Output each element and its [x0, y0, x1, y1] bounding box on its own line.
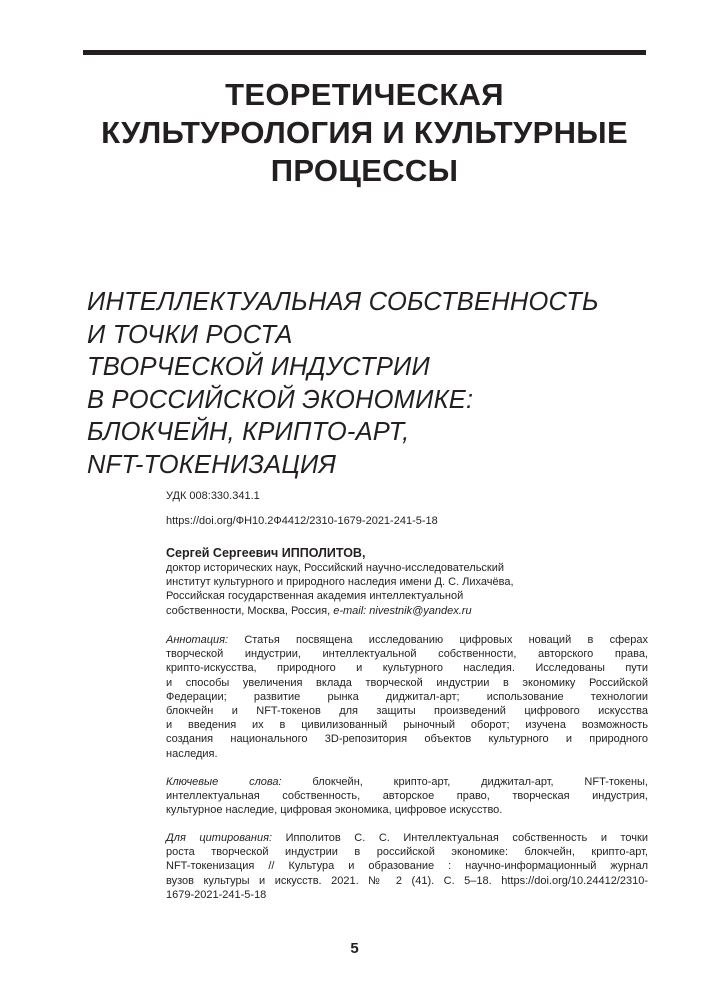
author-email[interactable]: nivestnik@yandex.ru: [366, 604, 472, 617]
keywords: [166, 775, 648, 818]
citation-line: NFT-токенизация // Культура и образование : научно-информационный журнал: [166, 860, 648, 873]
citation-line: 1679-2021-241-5-18: [166, 888, 267, 901]
abstract-line: [166, 633, 648, 647]
section-title: [60, 76, 669, 190]
abstract-line: блокчейн и NFT-токенов для защиты произведений цифрового искусства: [166, 705, 648, 718]
author-name: [166, 545, 648, 561]
abstract-text: Статья посвящена исследованию цифровых новаций в сферах: [228, 634, 648, 646]
author-affiliation-line: [166, 604, 648, 618]
citation-line: роста творческой индустрии в российской экономике: блокчейн, крипто-арт,: [166, 846, 648, 859]
abstract-line: крипто-искусства, природного и культурного наследия. Исследованы пути: [166, 662, 648, 675]
abstract-line: творческой индустрии, интеллектуальной собственности, авторского права,: [166, 648, 648, 661]
section-title-line: ПРОЦЕССЫ: [270, 153, 459, 188]
citation: [166, 831, 648, 902]
author-block: [166, 545, 648, 618]
article-title-line: NFT-ТОКЕНИЗАЦИЯ: [87, 450, 337, 479]
author-affiliation-line: доктор исторических наук, Российский научно-исследовательский: [166, 562, 505, 574]
abstract-line: создания национального 3D-репозитория объектов культурного и природного: [166, 733, 648, 746]
header-rule: [83, 50, 646, 55]
section-title-line: КУЛЬТУРОЛОГИЯ И КУЛЬТУРНЫЕ: [101, 115, 628, 150]
udk-code: УДК 008:330.341.1: [166, 490, 260, 502]
article-title-line: ИНТЕЛЛЕКТУАЛЬНАЯ СОБСТВЕННОСТЬ: [87, 288, 599, 316]
article-title-line: И ТОЧКИ РОСТА: [87, 320, 293, 349]
article-title: [87, 286, 677, 481]
article-title-line: ТВОРЧЕСКОЙ ИНДУСТРИИ: [87, 353, 430, 381]
citation-line: вузов культуры и искусств. 2021. № 2 (41). С. 5–18. https://doi.org/10.24412/2310-: [166, 874, 648, 887]
abstract-line: Федерации; развитие рынка диджитал-арт; использование технологии: [166, 690, 648, 703]
author-surname: ИППОЛИТОВ,: [281, 546, 366, 560]
abstract-line: наследия.: [166, 747, 218, 760]
abstract-line: и способы увеличения вклада творческой индустрии в экономику Российской: [166, 676, 648, 689]
section-title-line: ТЕОРЕТИЧЕСКАЯ: [225, 77, 504, 112]
keywords-line: культурное наследие, цифровая экономика, цифровое искусство.: [166, 804, 503, 817]
author-affiliation-line: Российская государственная академия интеллектуальной: [166, 590, 464, 603]
citation-line: [166, 831, 648, 845]
page-number: 5: [350, 940, 359, 957]
article-title-line: В РОССИЙСКОЙ ЭКОНОМИКЕ:: [87, 385, 474, 414]
abstract-label: Аннотация:: [166, 634, 229, 646]
keywords-line: [166, 775, 648, 789]
keywords-line: интеллектуальная собственность, авторское право, творческая индустрия,: [166, 790, 648, 803]
doi-link[interactable]: https://doi.org/ФН10.2Ф4412/2310-1679-2021-241-5-18: [166, 515, 438, 527]
abstract: [166, 633, 648, 761]
abstract-line: и введения их в цивилизованный рыночный оборот; изучена возможность: [166, 719, 648, 732]
citation-label: Для цитирования:: [166, 832, 273, 844]
keywords-text: блокчейн, крипто-арт, диджитал-арт, NFT-токены,: [281, 776, 648, 788]
keywords-label: Ключевые слова:: [166, 776, 282, 788]
email-label: e-mail:: [333, 604, 367, 617]
author-given-names: Сергей Сергеевич: [166, 546, 282, 560]
article-title-line: БЛОКЧЕЙН, КРИПТО-АРТ,: [87, 418, 410, 446]
citation-text: Ипполитов С. С. Интеллектуальная собственность и точки: [272, 832, 648, 844]
author-location: собственности, Москва, Россия,: [166, 604, 334, 617]
author-affiliation-line: институт культурного и природного наследия имени Д. С. Лихачёва,: [166, 576, 514, 589]
